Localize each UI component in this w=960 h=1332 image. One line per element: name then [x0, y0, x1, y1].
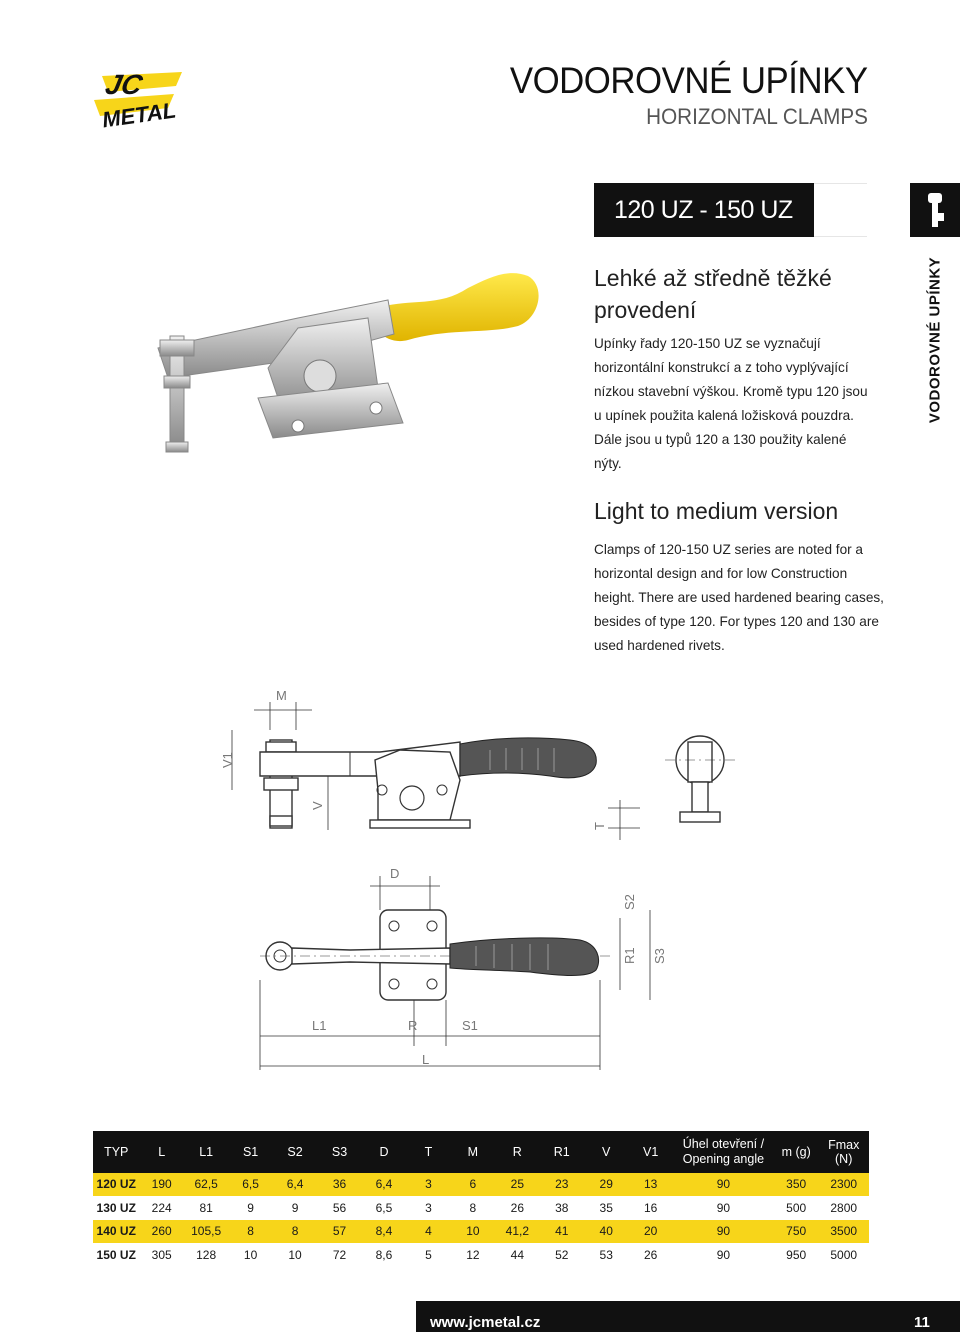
page-title-en: HORIZONTAL CLAMPS — [646, 104, 868, 129]
table-cell: 90 — [673, 1173, 774, 1196]
col-t: T — [406, 1131, 450, 1173]
table-cell: 53 — [584, 1243, 628, 1267]
table-cell: 41,2 — [495, 1220, 539, 1244]
model-range-label: 120 UZ - 150 UZ — [594, 183, 814, 237]
table-cell: 16 — [628, 1196, 672, 1220]
col-s3: S3 — [317, 1131, 361, 1173]
angle-header-line1: Úhel otevření / — [682, 1137, 765, 1151]
col-mass: m (g) — [774, 1131, 818, 1173]
table-row — [93, 1220, 869, 1244]
table-cell: 10 — [273, 1243, 317, 1267]
col-v: V — [584, 1131, 628, 1173]
table-cell: 26 — [628, 1243, 672, 1267]
table-cell: 41 — [540, 1220, 584, 1244]
footer-website-link[interactable]: www.jcmetal.cz — [430, 1314, 541, 1331]
table-cell: 44 — [495, 1243, 539, 1267]
table-cell: 62,5 — [184, 1173, 228, 1196]
table-cell: 10 — [451, 1220, 495, 1244]
table-cell: 3 — [406, 1173, 450, 1196]
table-cell: 23 — [540, 1173, 584, 1196]
table-cell: 128 — [184, 1243, 228, 1267]
table-cell: 13 — [628, 1173, 672, 1196]
table-cell: 6 — [451, 1173, 495, 1196]
table-cell: 3 — [406, 1196, 450, 1220]
description-cz: Upínky řady 120-150 UZ se vyznačují horizontální konstrukcí a z toho vyplývající nízkou stavební výškou. Kromě typu 120 jsou u upínek použita kalená ložisková pouzdra. Dále jsou u typů 120 a 130 použity kalené nýty. — [594, 336, 868, 471]
table-cell: 305 — [139, 1243, 183, 1267]
table-cell: 90 — [673, 1196, 774, 1220]
angle-header-line2: Opening angle — [682, 1152, 765, 1166]
label-D: D — [390, 866, 400, 881]
col-v1: V1 — [628, 1131, 672, 1173]
table-cell: 950 — [774, 1243, 818, 1267]
table-cell: 8,6 — [362, 1243, 406, 1267]
table-cell: 4 — [406, 1220, 450, 1244]
heading-en: Light to medium version — [594, 498, 839, 524]
table-cell: 140 UZ — [93, 1220, 139, 1244]
table-cell: 8,4 — [362, 1220, 406, 1244]
label-R1: R1 — [622, 947, 637, 964]
table-cell: 57 — [317, 1220, 361, 1244]
label-V: V — [310, 801, 325, 810]
table-cell: 40 — [584, 1220, 628, 1244]
table-cell: 20 — [628, 1220, 672, 1244]
svg-text:METAL: METAL — [100, 97, 178, 132]
label-V1: V1 — [220, 752, 235, 768]
table-cell: 35 — [584, 1196, 628, 1220]
table-cell: 150 UZ — [93, 1243, 139, 1267]
table-cell: 2800 — [818, 1196, 869, 1220]
table-cell: 6,4 — [273, 1173, 317, 1196]
jc-metal-logo — [88, 66, 184, 132]
table-cell: 2300 — [818, 1173, 869, 1196]
table-cell: 90 — [673, 1220, 774, 1244]
col-angle — [673, 1131, 774, 1173]
label-R: R — [408, 1018, 418, 1033]
table-cell: 8 — [273, 1220, 317, 1244]
table-cell: 750 — [774, 1220, 818, 1244]
table-cell: 350 — [774, 1173, 818, 1196]
table-cell: 6,4 — [362, 1173, 406, 1196]
table-cell: 8 — [228, 1220, 272, 1244]
label-T: T — [592, 822, 607, 830]
label-S1: S1 — [462, 1018, 478, 1033]
side-tab-label: VODOROVNÉ UPÍNKY — [926, 256, 944, 424]
col-l1: L1 — [184, 1131, 228, 1173]
table-cell: 105,5 — [184, 1220, 228, 1244]
table-cell: 9 — [228, 1196, 272, 1220]
svg-text:JC: JC — [102, 68, 146, 100]
model-bar-spacer — [814, 183, 867, 237]
table-cell: 29 — [584, 1173, 628, 1196]
col-d: D — [362, 1131, 406, 1173]
label-L1: L1 — [312, 1018, 327, 1033]
table-cell: 8 — [451, 1196, 495, 1220]
col-s2: S2 — [273, 1131, 317, 1173]
col-m: M — [451, 1131, 495, 1173]
col-l: L — [139, 1131, 183, 1173]
product-photo-clamp — [148, 258, 548, 468]
table-cell: 56 — [317, 1196, 361, 1220]
table-row — [93, 1196, 869, 1220]
table-cell: 90 — [673, 1243, 774, 1267]
col-r: R — [495, 1131, 539, 1173]
table-cell: 12 — [451, 1243, 495, 1267]
table-cell: 120 UZ — [93, 1173, 139, 1196]
col-typ: TYP — [93, 1131, 139, 1173]
label-S3: S3 — [652, 948, 667, 964]
description-en: Clamps of 120-150 UZ series are noted for a horizontal design and for low Construction height. There are used hardened bearing cases, besides of type 120. For types 120 and 130 are used hardened rivets. — [594, 542, 884, 653]
page-number: 11 — [914, 1314, 930, 1331]
table-cell: 10 — [228, 1243, 272, 1267]
technical-drawing-side-view — [210, 680, 770, 860]
table-cell: 130 UZ — [93, 1196, 139, 1220]
heading-cz: Lehké až středně těžké provedení — [594, 265, 832, 323]
table-cell: 26 — [495, 1196, 539, 1220]
table-cell: 52 — [540, 1243, 584, 1267]
col-fmax: Fmax (N) — [818, 1131, 869, 1173]
table-cell: 9 — [273, 1196, 317, 1220]
table-cell: 6,5 — [228, 1173, 272, 1196]
table-header-row — [93, 1131, 869, 1173]
col-s1: S1 — [228, 1131, 272, 1173]
table-cell: 72 — [317, 1243, 361, 1267]
table-cell: 500 — [774, 1196, 818, 1220]
table-row — [93, 1243, 869, 1267]
table-cell: 224 — [139, 1196, 183, 1220]
side-tab-header — [910, 183, 960, 237]
specification-table — [93, 1131, 869, 1267]
table-cell: 260 — [139, 1220, 183, 1244]
technical-drawing-top-view — [250, 860, 690, 1080]
col-r1: R1 — [540, 1131, 584, 1173]
label-S2: S2 — [622, 894, 637, 910]
table-cell: 5000 — [818, 1243, 869, 1267]
table-row — [93, 1173, 869, 1196]
table-cell: 6,5 — [362, 1196, 406, 1220]
page-title-cz: VODOROVNÉ UPÍNKY — [510, 60, 868, 101]
label-M: M — [276, 688, 287, 703]
table-cell: 3500 — [818, 1220, 869, 1244]
table-cell: 81 — [184, 1196, 228, 1220]
table-cell: 36 — [317, 1173, 361, 1196]
clamp-icon — [910, 183, 960, 237]
table-cell: 5 — [406, 1243, 450, 1267]
table-cell: 38 — [540, 1196, 584, 1220]
table-cell: 190 — [139, 1173, 183, 1196]
label-L: L — [422, 1052, 430, 1067]
table-cell: 25 — [495, 1173, 539, 1196]
